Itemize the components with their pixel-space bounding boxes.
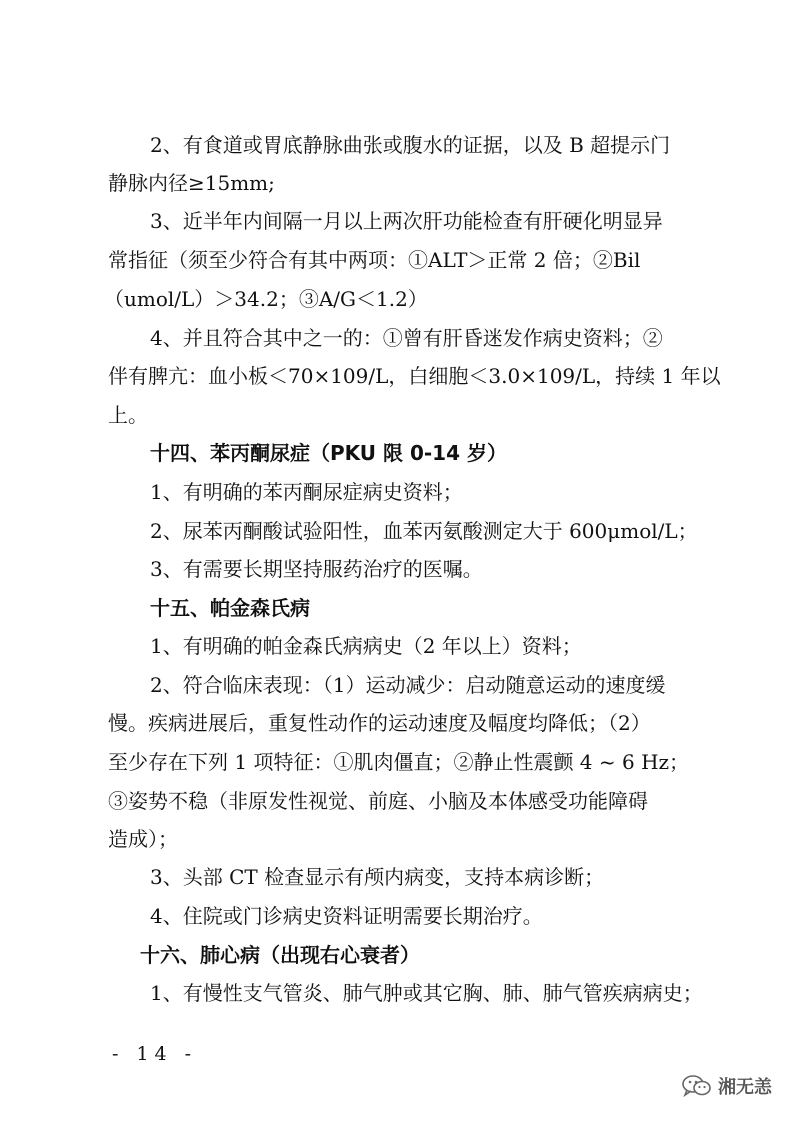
text-line: 上。: [108, 403, 148, 427]
text-line: 静脉内径≥15mm;: [108, 171, 275, 195]
text-line: 4、并且符合其中之一的：①曾有肝昏迷发作病史资料；②: [150, 326, 663, 350]
text-line: 1、有明确的帕金森氏病病史（2 年以上）资料；: [150, 634, 582, 658]
watermark-text: 湘无恙: [718, 1077, 772, 1098]
text-line: 伴有脾亢：血小板＜70×109/L，白细胞＜3.0×109/L，持续 1 年以: [108, 364, 721, 388]
text-line: 2、有食道或胃底静脉曲张或腹水的证据，以及 B 超提示门: [150, 133, 671, 157]
text-line: 2、尿苯丙酮酸试验阳性，血苯丙氨酸测定大于 600μmol/L；: [150, 519, 698, 543]
text-line: 3、头部 CT 检查显示有颅内病变，支持本病诊断；: [150, 865, 605, 889]
text-line: 慢。疾病进展后，重复性动作的运动速度及幅度均降低；（2）: [108, 711, 651, 735]
page-number: - 14 -: [112, 1043, 198, 1065]
text-line: ③姿势不稳（非原发性视觉、前庭、小脑及本体感受功能障碍: [108, 789, 648, 813]
text-line: 造成）；: [108, 827, 178, 851]
wechat-icon: [682, 1074, 712, 1098]
text-line: 1、有慢性支气管炎、肺气肿或其它胸、肺、肺气管疾病病史；: [150, 981, 703, 1005]
text-line: 1、有明确的苯丙酮尿症病史资料；: [150, 480, 463, 504]
text-line: 3、有需要长期坚持服药治疗的医嘱。: [150, 557, 483, 581]
text-line: 4、住院或门诊病史资料证明需要长期治疗。: [150, 904, 543, 928]
section-heading: 十四、苯丙酮尿症（PKU 限 0-14 岁）: [150, 441, 507, 465]
text-line: （umol/L）＞34.2；③A/G＜1.2）: [104, 287, 428, 311]
text-line: 常指征（须至少符合有其中两项：①ALT＞正常 2 倍；②Bil: [108, 248, 641, 272]
watermark: [682, 1073, 772, 1099]
text-line: 3、近半年内间隔一月以上两次肝功能检查有肝硬化明显异: [150, 209, 663, 233]
section-heading: 十六、肺心病（出现右心衰者）: [140, 943, 420, 967]
text-line: 2、符合临床表现：（1）运动减少：启动随意运动的速度缓: [150, 673, 666, 697]
section-heading: 十五、帕金森氏病: [150, 596, 310, 620]
text-line: 至少存在下列 1 项特征：①肌肉僵直；②静止性震颤 4 ~ 6 Hz；: [108, 750, 690, 774]
